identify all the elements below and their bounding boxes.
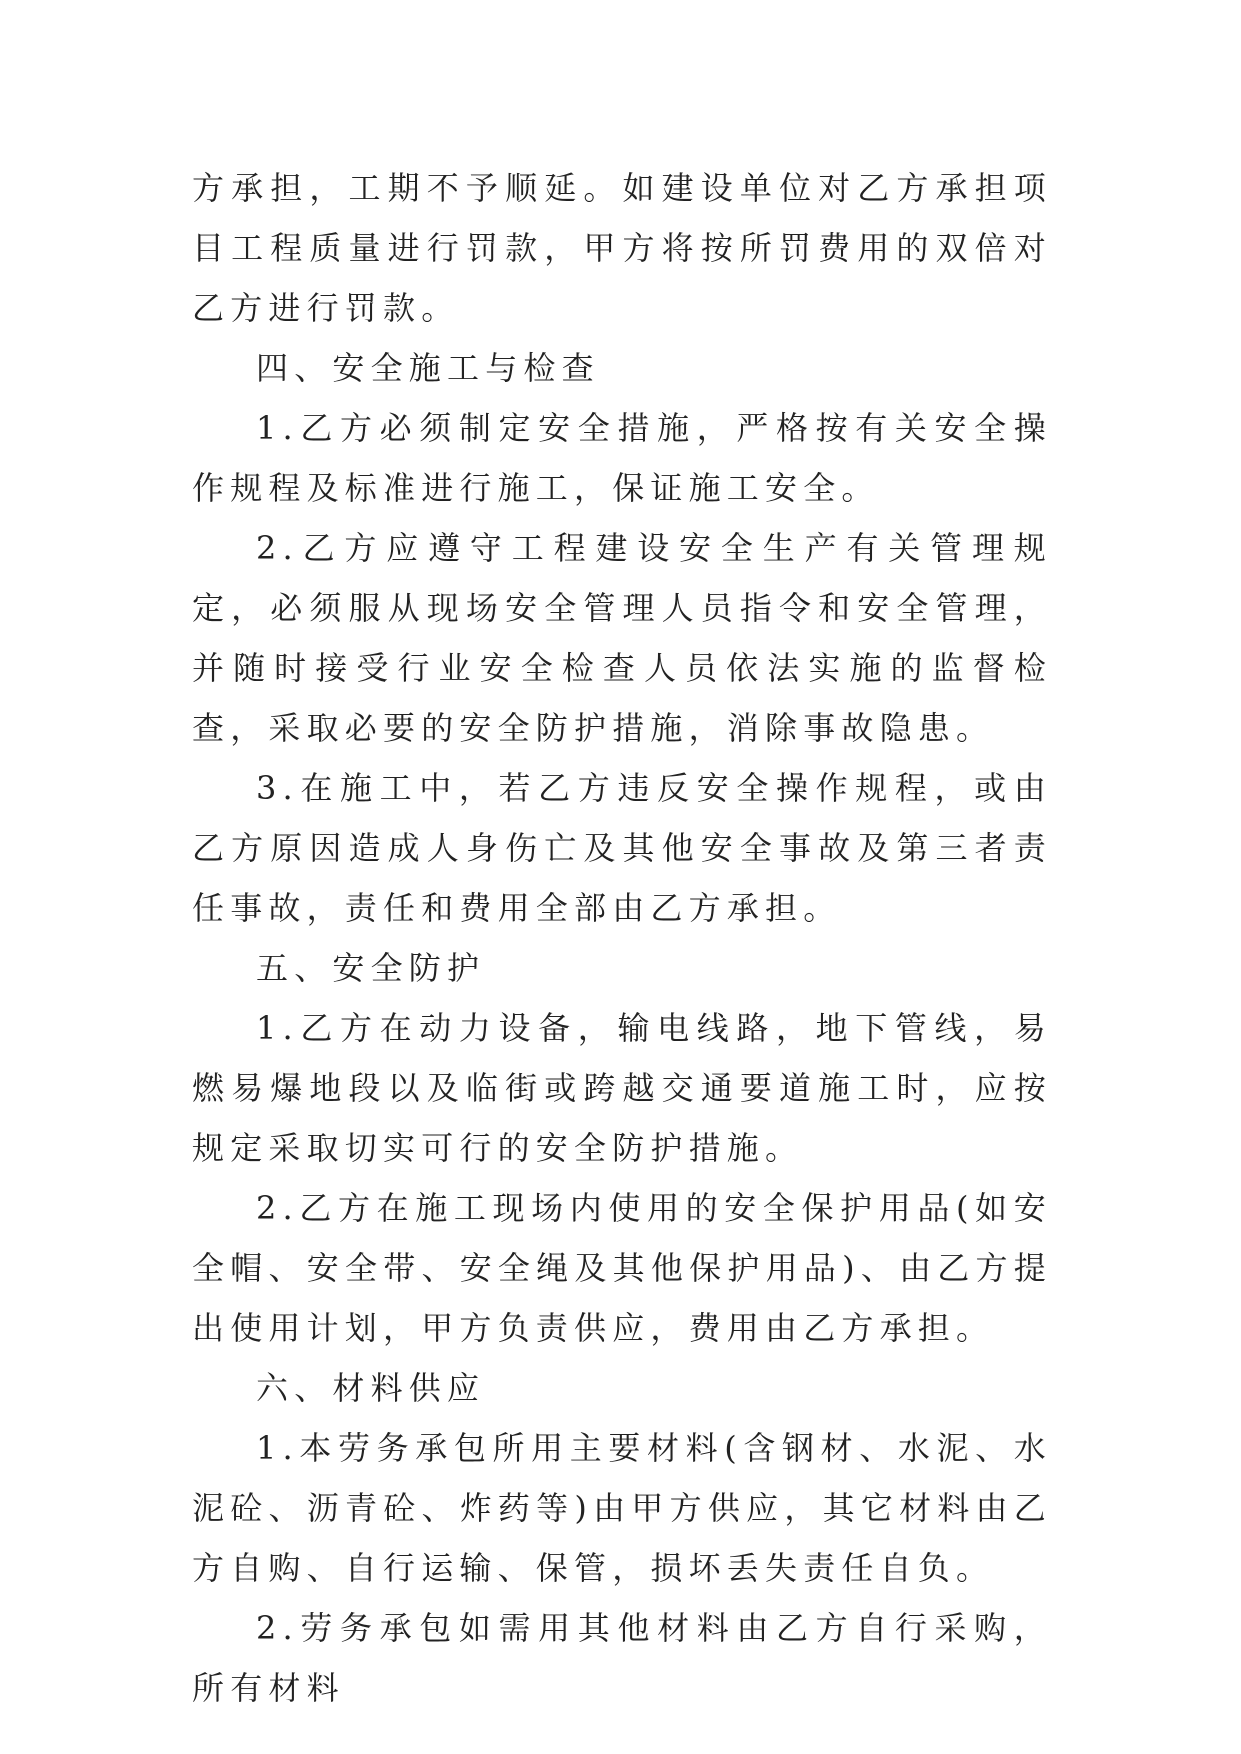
paragraph-6-2: 2.劳务承包如需用其他材料由乙方自行采购，所有材料 <box>192 1609 1052 1707</box>
paragraph-4-3: 3.在施工中，若乙方违反安全操作规程，或由乙方原因造成人身伤亡及其他安全事故及第三者责任事故，责任和费用全部由乙方承担。 <box>192 769 1052 927</box>
paragraph-4-1: 1.乙方必须制定安全措施，严格按有关安全操作规程及标准进行施工，保证施工安全。 <box>192 409 1052 507</box>
section-heading-4: 四、安全施工与检查 <box>256 349 600 387</box>
paragraph-5-1: 1.乙方在动力设备，输电线路，地下管线，易燃易爆地段以及临街或跨越交通要道施工时，应按规定采取切实可行的安全防护措施。 <box>192 1009 1052 1167</box>
section-heading-6: 六、材料供应 <box>256 1369 486 1407</box>
paragraph-5-2: 2.乙方在施工现场内使用的安全保护用品(如安全帽、安全带、安全绳及其他保护用品)、由乙方提出使用计划，甲方负责供应，费用由乙方承担。 <box>192 1189 1052 1347</box>
section-heading-5: 五、安全防护 <box>256 949 486 987</box>
paragraph-4-2: 2.乙方应遵守工程建设安全生产有关管理规定，必须服从现场安全管理人员指令和安全管理，并随时接受行业安全检查人员依法实施的监督检查，采取必要的安全防护措施，消除事故隐患。 <box>192 529 1052 747</box>
paragraph-6-1: 1.本劳务承包所用主要材料(含钢材、水泥、水泥砼、沥青砼、炸药等)由甲方供应，其它材料由乙方自购、自行运输、保管，损坏丢失责任自负。 <box>192 1429 1052 1587</box>
paragraph-continuation: 方承担，工期不予顺延。如建设单位对乙方承担项目工程质量进行罚款，甲方将按所罚费用的双倍对乙方进行罚款。 <box>192 169 1052 327</box>
document-body <box>192 158 1052 1718</box>
